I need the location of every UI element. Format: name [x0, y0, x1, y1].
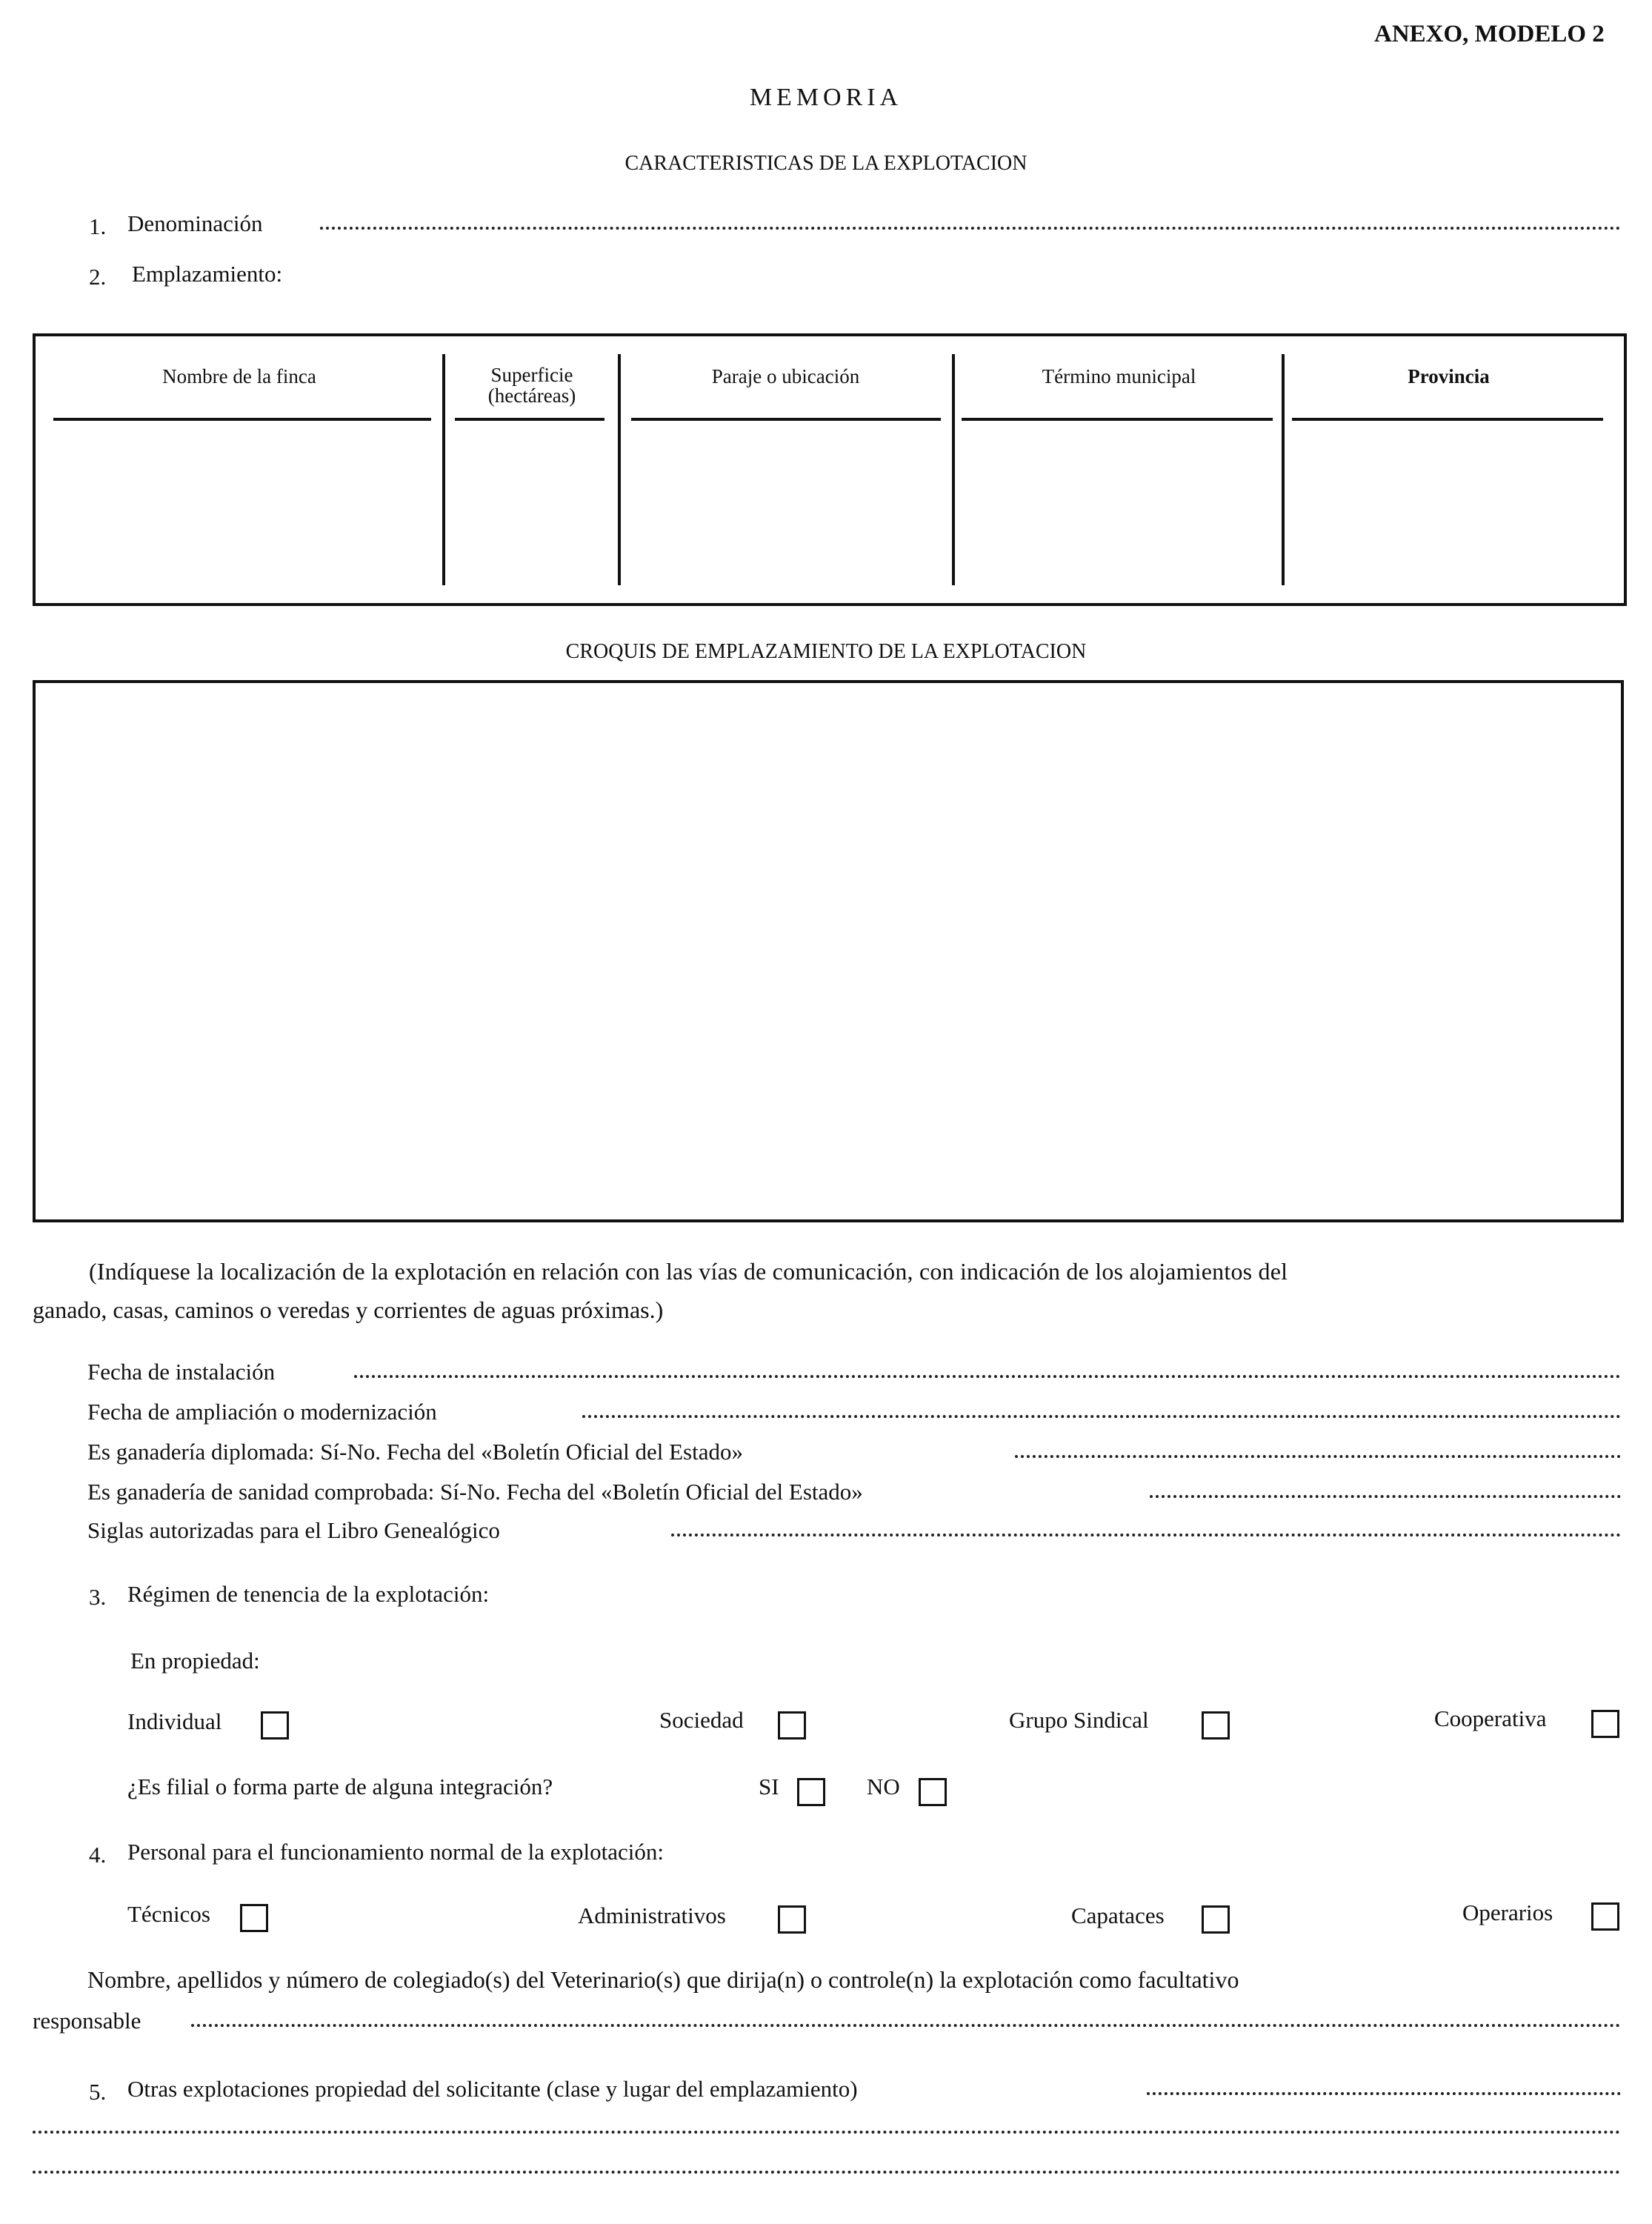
- sketch-note-line2: ganado, casas, caminos o veredas y corrientes de aguas próximas.): [33, 1296, 664, 1323]
- staff-tecnicos-label: Técnicos: [127, 1901, 210, 1927]
- option-cooperativa-label: Cooperativa: [1434, 1705, 1547, 1731]
- field-label-fecha-ampliacion: Fecha de ampliación o modernización: [87, 1399, 437, 1425]
- cell-provincia[interactable]: [1289, 429, 1615, 577]
- cell-paraje[interactable]: [625, 429, 947, 577]
- field-sanidad-comprobada[interactable]: [1150, 1495, 1621, 1498]
- field-label-sanidad-comprobada: Es ganadería de sanidad comprobada: Sí-No. Fecha del «Boletín Oficial del Estado»: [87, 1479, 863, 1505]
- option-individual-label: Individual: [127, 1708, 222, 1734]
- header-underline: [962, 418, 1273, 421]
- integration-no-checkbox[interactable]: [919, 1778, 947, 1806]
- annex-label: ANEXO, MODELO 2: [1374, 21, 1605, 47]
- field-fecha-instalacion[interactable]: [354, 1375, 1621, 1378]
- option-sociedad-label: Sociedad: [659, 1707, 744, 1733]
- q1-number: 1.: [89, 213, 107, 239]
- denominacion-field[interactable]: [320, 227, 1621, 230]
- sketch-title: CROQUIS DE EMPLAZAMIENTO DE LA EXPLOTACION: [565, 640, 1087, 663]
- q3-label: Régimen de tenencia de la explotación:: [127, 1581, 490, 1607]
- integration-no-label: NO: [867, 1774, 900, 1799]
- table-header-provincia: Provincia: [1408, 365, 1490, 387]
- q2-label: Emplazamiento:: [132, 261, 283, 287]
- field-label-siglas: Siglas autorizadas para el Libro Genealógico: [87, 1517, 500, 1543]
- sketch-note-line1: (Indíquese la localización de la explotación en relación con las vías de comunicación, con indicación de los alojamientos del: [89, 1258, 1288, 1285]
- field-fecha-ampliacion[interactable]: [582, 1415, 1621, 1418]
- integration-question: ¿Es filial o forma parte de alguna integración?: [127, 1774, 553, 1799]
- table-header-termino: Término municipal: [1042, 365, 1196, 387]
- staff-capataces-label: Capataces: [1071, 1902, 1165, 1928]
- table-header-superficie: Superficie (hectáreas): [487, 364, 576, 407]
- header-underline: [53, 418, 431, 421]
- option-grupo-sindical-checkbox[interactable]: [1202, 1711, 1230, 1739]
- header-underline: [455, 418, 604, 421]
- q2-number: 2.: [89, 264, 107, 290]
- staff-administrativos-checkbox[interactable]: [778, 1905, 806, 1934]
- sketch-box[interactable]: [33, 680, 1624, 1222]
- option-sociedad-checkbox[interactable]: [778, 1711, 806, 1739]
- header-underline: [1292, 418, 1603, 421]
- table-header-nombre-finca: Nombre de la finca: [162, 365, 316, 387]
- vet-responsable-field[interactable]: [191, 2024, 1621, 2027]
- staff-administrativos-label: Administrativos: [578, 1902, 726, 1928]
- field-label-ganaderia-diplomada: Es ganadería diplomada: Sí-No. Fecha del «Boletín Oficial del Estado»: [87, 1439, 743, 1465]
- table-divider: [952, 354, 955, 585]
- vet-line1: Nombre, apellidos y número de colegiado(s) del Veterinario(s) que dirija(n) o controle(n) la explotación como facultativo: [87, 1966, 1239, 1993]
- q3-number: 3.: [89, 1584, 107, 1610]
- ownership-label: En propiedad:: [130, 1648, 260, 1674]
- cell-superficie[interactable]: [450, 429, 613, 577]
- staff-operarios-label: Operarios: [1462, 1900, 1553, 1925]
- table-divider: [442, 354, 445, 585]
- table-divider: [1282, 354, 1285, 585]
- staff-capataces-checkbox[interactable]: [1202, 1905, 1230, 1934]
- field-ganaderia-diplomada[interactable]: [1015, 1455, 1621, 1458]
- otras-explotaciones-line3[interactable]: [33, 2171, 1621, 2174]
- option-individual-checkbox[interactable]: [261, 1711, 289, 1739]
- q1-label: Denominación: [127, 210, 263, 236]
- q5-label: Otras explotaciones propiedad del solicitante (clase y lugar del emplazamiento): [127, 2076, 858, 2102]
- staff-operarios-checkbox[interactable]: [1591, 1902, 1619, 1931]
- option-grupo-sindical-label: Grupo Sindical: [1009, 1707, 1149, 1733]
- q4-number: 4.: [89, 1842, 107, 1868]
- field-siglas[interactable]: [671, 1534, 1621, 1537]
- q4-label: Personal para el funcionamiento normal de la explotación:: [127, 1839, 664, 1865]
- table-header-paraje: Paraje o ubicación: [711, 365, 860, 387]
- otras-explotaciones-line2[interactable]: [33, 2131, 1621, 2134]
- otras-explotaciones-field[interactable]: [1147, 2092, 1621, 2095]
- staff-tecnicos-checkbox[interactable]: [240, 1904, 268, 1932]
- cell-termino[interactable]: [959, 429, 1277, 577]
- cell-nombre-finca[interactable]: [43, 429, 436, 577]
- location-table: [33, 333, 1627, 606]
- q5-number: 5.: [89, 2079, 107, 2105]
- table-divider: [618, 354, 621, 585]
- field-label-fecha-instalacion: Fecha de instalación: [87, 1359, 276, 1385]
- integration-yes-checkbox[interactable]: [797, 1778, 825, 1806]
- integration-yes-label: SI: [759, 1774, 779, 1799]
- option-cooperativa-checkbox[interactable]: [1591, 1710, 1619, 1738]
- vet-line2: responsable: [33, 2008, 141, 2034]
- page-title: MEMORIA: [749, 84, 903, 111]
- header-underline: [631, 418, 941, 421]
- page-subtitle: CARACTERISTICAS DE LA EXPLOTACION: [625, 152, 1027, 175]
